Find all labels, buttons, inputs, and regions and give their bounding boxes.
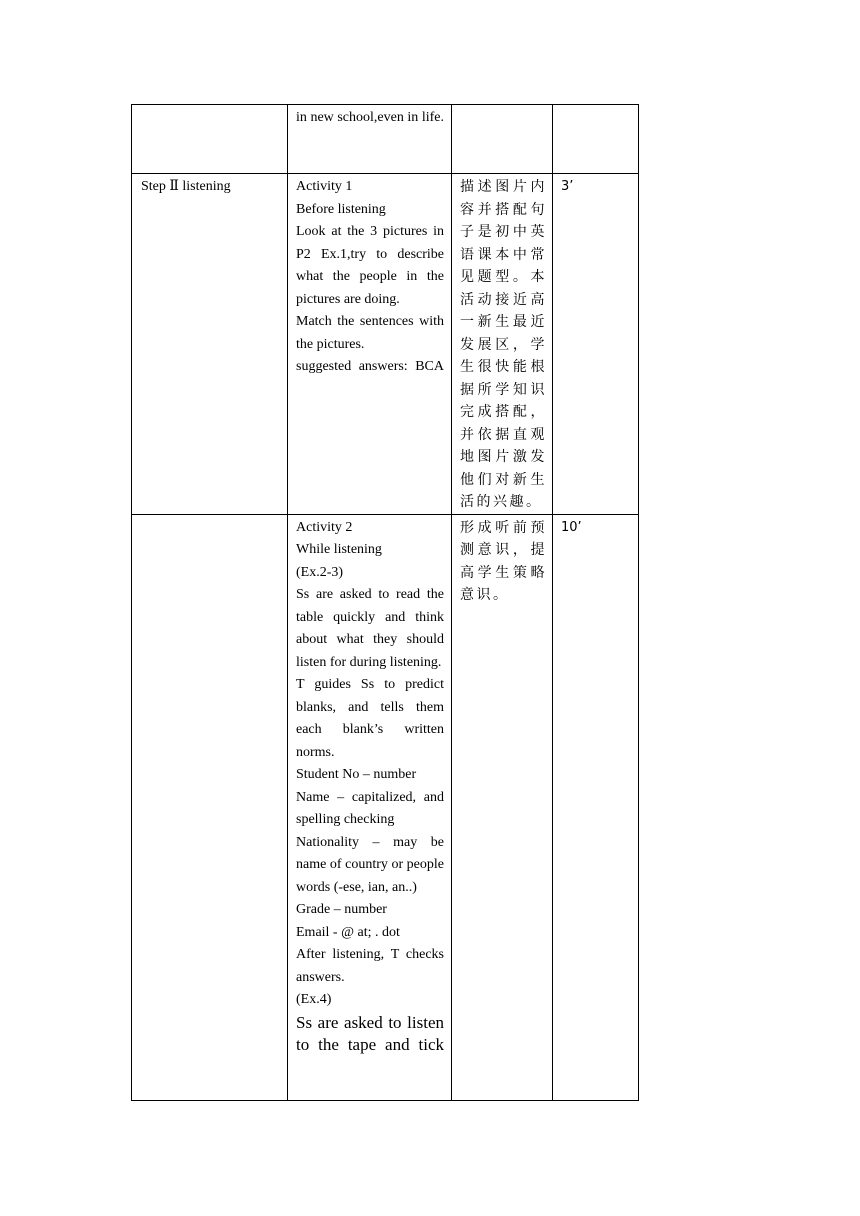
- purpose-text: 形成听前预测意识，提高学生策略意识。: [460, 519, 547, 603]
- content-cell: [288, 514, 452, 1100]
- step-cell: [132, 174, 288, 515]
- content-line: Match the sentences with the pictures.: [296, 314, 444, 352]
- purpose-text: 描述图片内容并搭配句子是初中英语课本中常见题型。本活动接近高一新生最近发展区，学生很快能根据所学知识完成搭配，并依据直观地图片激发他们对新生活的兴趣。: [460, 179, 547, 510]
- table-row: [132, 105, 639, 174]
- content-cell: [288, 105, 452, 174]
- content-line: T guides Ss to predict blanks, and tells them each blank’s written norms.: [296, 677, 444, 760]
- content-line: in new school,even in life.: [296, 110, 444, 125]
- content-line: suggested answers: BCA: [296, 359, 444, 374]
- content-line: Grade – number: [296, 902, 387, 917]
- content-line: Look at the 3 pictures in P2 Ex.1,try to describe what the people in the pictures are doing.: [296, 224, 444, 307]
- time-cell: [553, 105, 639, 174]
- content-cell: [288, 174, 452, 515]
- content-line: Ss are asked to read the table quickly and think about what they should listen for during listening.: [296, 587, 444, 670]
- content-line: After listening, T checks answers.: [296, 947, 444, 985]
- content-line: Name – capitalized, and spelling checking: [296, 789, 444, 827]
- content-line: Ss are asked to listen to the tape and tick: [296, 1012, 444, 1054]
- time-cell: [553, 174, 639, 515]
- content-line: Student No – number: [296, 767, 417, 782]
- purpose-cell: [452, 174, 553, 515]
- content-line: (Ex.4): [296, 992, 332, 1007]
- table-row: [132, 514, 639, 1100]
- time-value: 10’: [561, 519, 582, 535]
- content-line: Before listening: [296, 201, 386, 217]
- table-row: [132, 174, 639, 515]
- step-cell: [132, 514, 288, 1100]
- time-value: 3’: [561, 179, 574, 194]
- content-line: Activity 2: [296, 519, 353, 535]
- step-cell: [132, 105, 288, 174]
- content-line: Nationality – may be name of country or people words (-ese, ian, an..): [296, 834, 444, 895]
- purpose-cell: [452, 105, 553, 174]
- content-line: Email - @ at; . dot: [296, 924, 400, 940]
- content-line: Activity 1: [296, 179, 353, 194]
- step-label: [132, 515, 287, 517]
- time-cell: [553, 514, 639, 1100]
- content-line: (Ex.2-3): [296, 564, 344, 580]
- step-label: Step Ⅱ listening: [141, 179, 231, 194]
- content-line: While listening: [296, 542, 382, 557]
- lesson-plan-table: [131, 104, 639, 1101]
- purpose-cell: [452, 514, 553, 1100]
